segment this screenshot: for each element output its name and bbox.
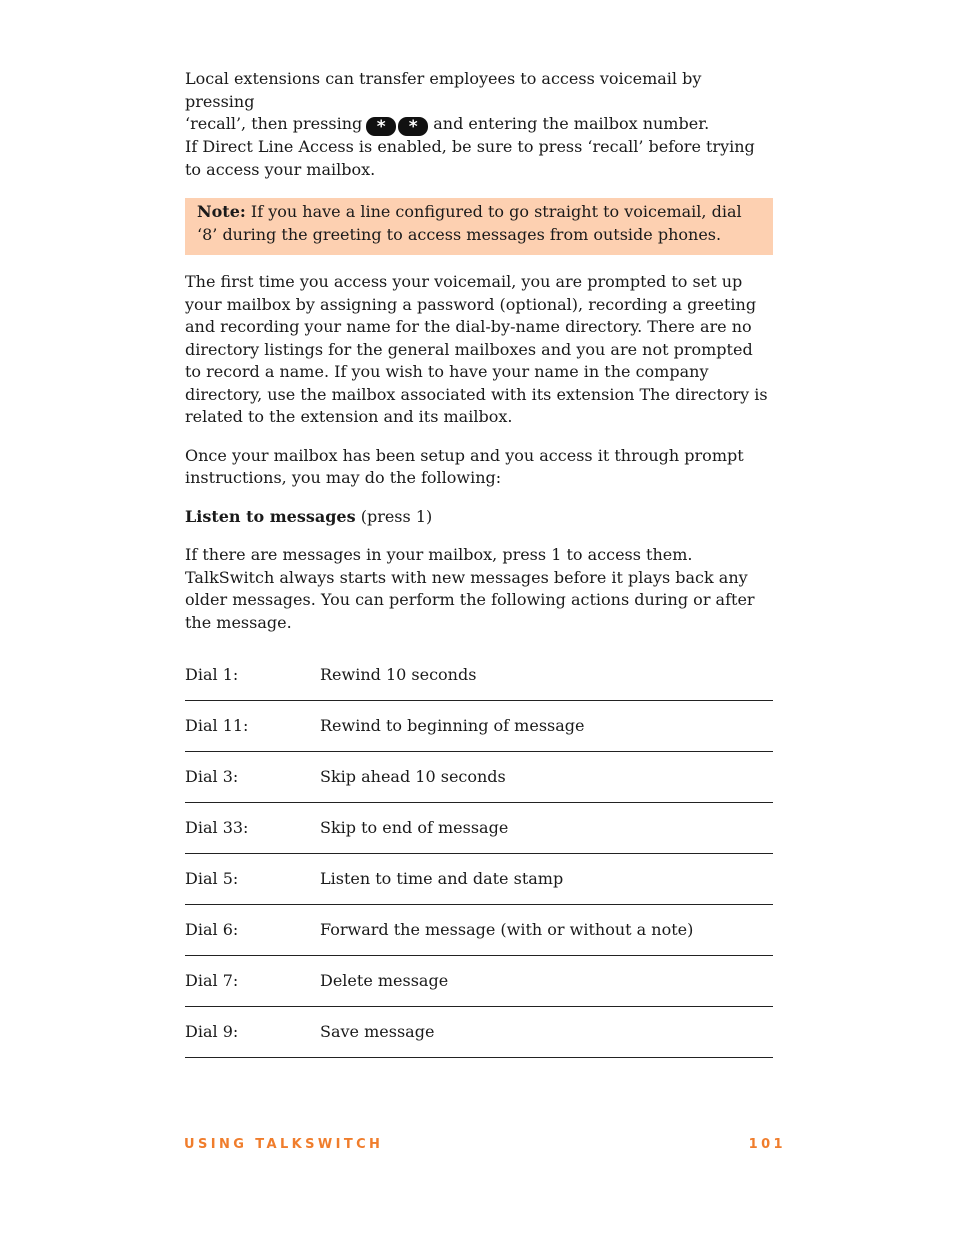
intro-line-3: If Direct Line Access is enabled, be sure to press ‘recall’ before trying to access your mailbox. [185, 137, 755, 179]
dial-code: Dial 5: [185, 868, 239, 888]
table-row [185, 1007, 773, 1058]
page-footer [184, 1137, 786, 1152]
first-time-paragraph: The first time you access your voicemail, you are prompted to set up your mailbox by assigning a password (optional), recording a greeting and recording your name for the dial-by-name directory. There are no directory listings for the general mailboxes and you are not prompted to record a name. If you wish to have your name in the company directory, use the mailbox associated with its extension The directory is related to the extension and its mailbox. [185, 272, 768, 426]
dial-code: Dial 6: [185, 919, 239, 939]
listen-heading-label: Listen to messages [185, 506, 356, 526]
messages-paragraph: If there are messages in your mailbox, press 1 to access them. TalkSwitch always starts with new messages before it plays back any older messages. You can perform the following actions during or after the message. [185, 545, 755, 632]
dial-code: Dial 3: [185, 766, 239, 786]
listen-heading-suffix: (press 1) [360, 506, 433, 526]
dial-action: Rewind 10 seconds [320, 664, 477, 684]
note-box [185, 198, 773, 255]
page-number: 101 [748, 1137, 786, 1152]
star-key-icon: * [366, 117, 396, 136]
dial-action: Listen to time and date stamp [320, 868, 564, 888]
dial-options-table [185, 650, 773, 1058]
table-row [185, 956, 773, 1007]
dial-code: Dial 9: [185, 1021, 239, 1041]
star-star-keys [366, 114, 430, 137]
note-text: If you have a line configured to go straight to voicemail, dial ‘8’ during the greeting to access messages from outside phones. [197, 202, 742, 244]
note-label: Note: [197, 202, 246, 221]
table-row [185, 650, 773, 701]
dial-code: Dial 7: [185, 970, 239, 990]
page-content [185, 68, 773, 1058]
intro-line-1: Local extensions can transfer employees to access voicemail by pressing [185, 69, 702, 111]
intro-line-2-post: and entering the mailbox number. [433, 114, 710, 133]
dial-code: Dial 33: [185, 817, 249, 837]
table-row [185, 854, 773, 905]
intro-paragraph [185, 68, 773, 181]
table-row [185, 905, 773, 956]
intro-line-2-pre: ‘recall’, then pressing [185, 114, 363, 133]
dial-action: Skip to end of message [320, 817, 509, 837]
table-row [185, 803, 773, 854]
dial-code: Dial 1: [185, 664, 239, 684]
footer-section-title: USING TALKSWITCH [184, 1137, 384, 1152]
once-setup-paragraph: Once your mailbox has been setup and you access it through prompt instructions, you may do the following: [185, 445, 744, 487]
dial-code: Dial 11: [185, 715, 249, 735]
dial-action: Rewind to beginning of message [320, 715, 585, 735]
table-row [185, 701, 773, 752]
star-key-icon: * [398, 117, 428, 136]
dial-action: Forward the message (with or without a note) [320, 919, 694, 939]
dial-action: Save message [320, 1021, 435, 1041]
dial-action: Delete message [320, 970, 449, 990]
dial-action: Skip ahead 10 seconds [320, 766, 506, 786]
table-row [185, 752, 773, 803]
listen-messages-heading [185, 506, 773, 529]
